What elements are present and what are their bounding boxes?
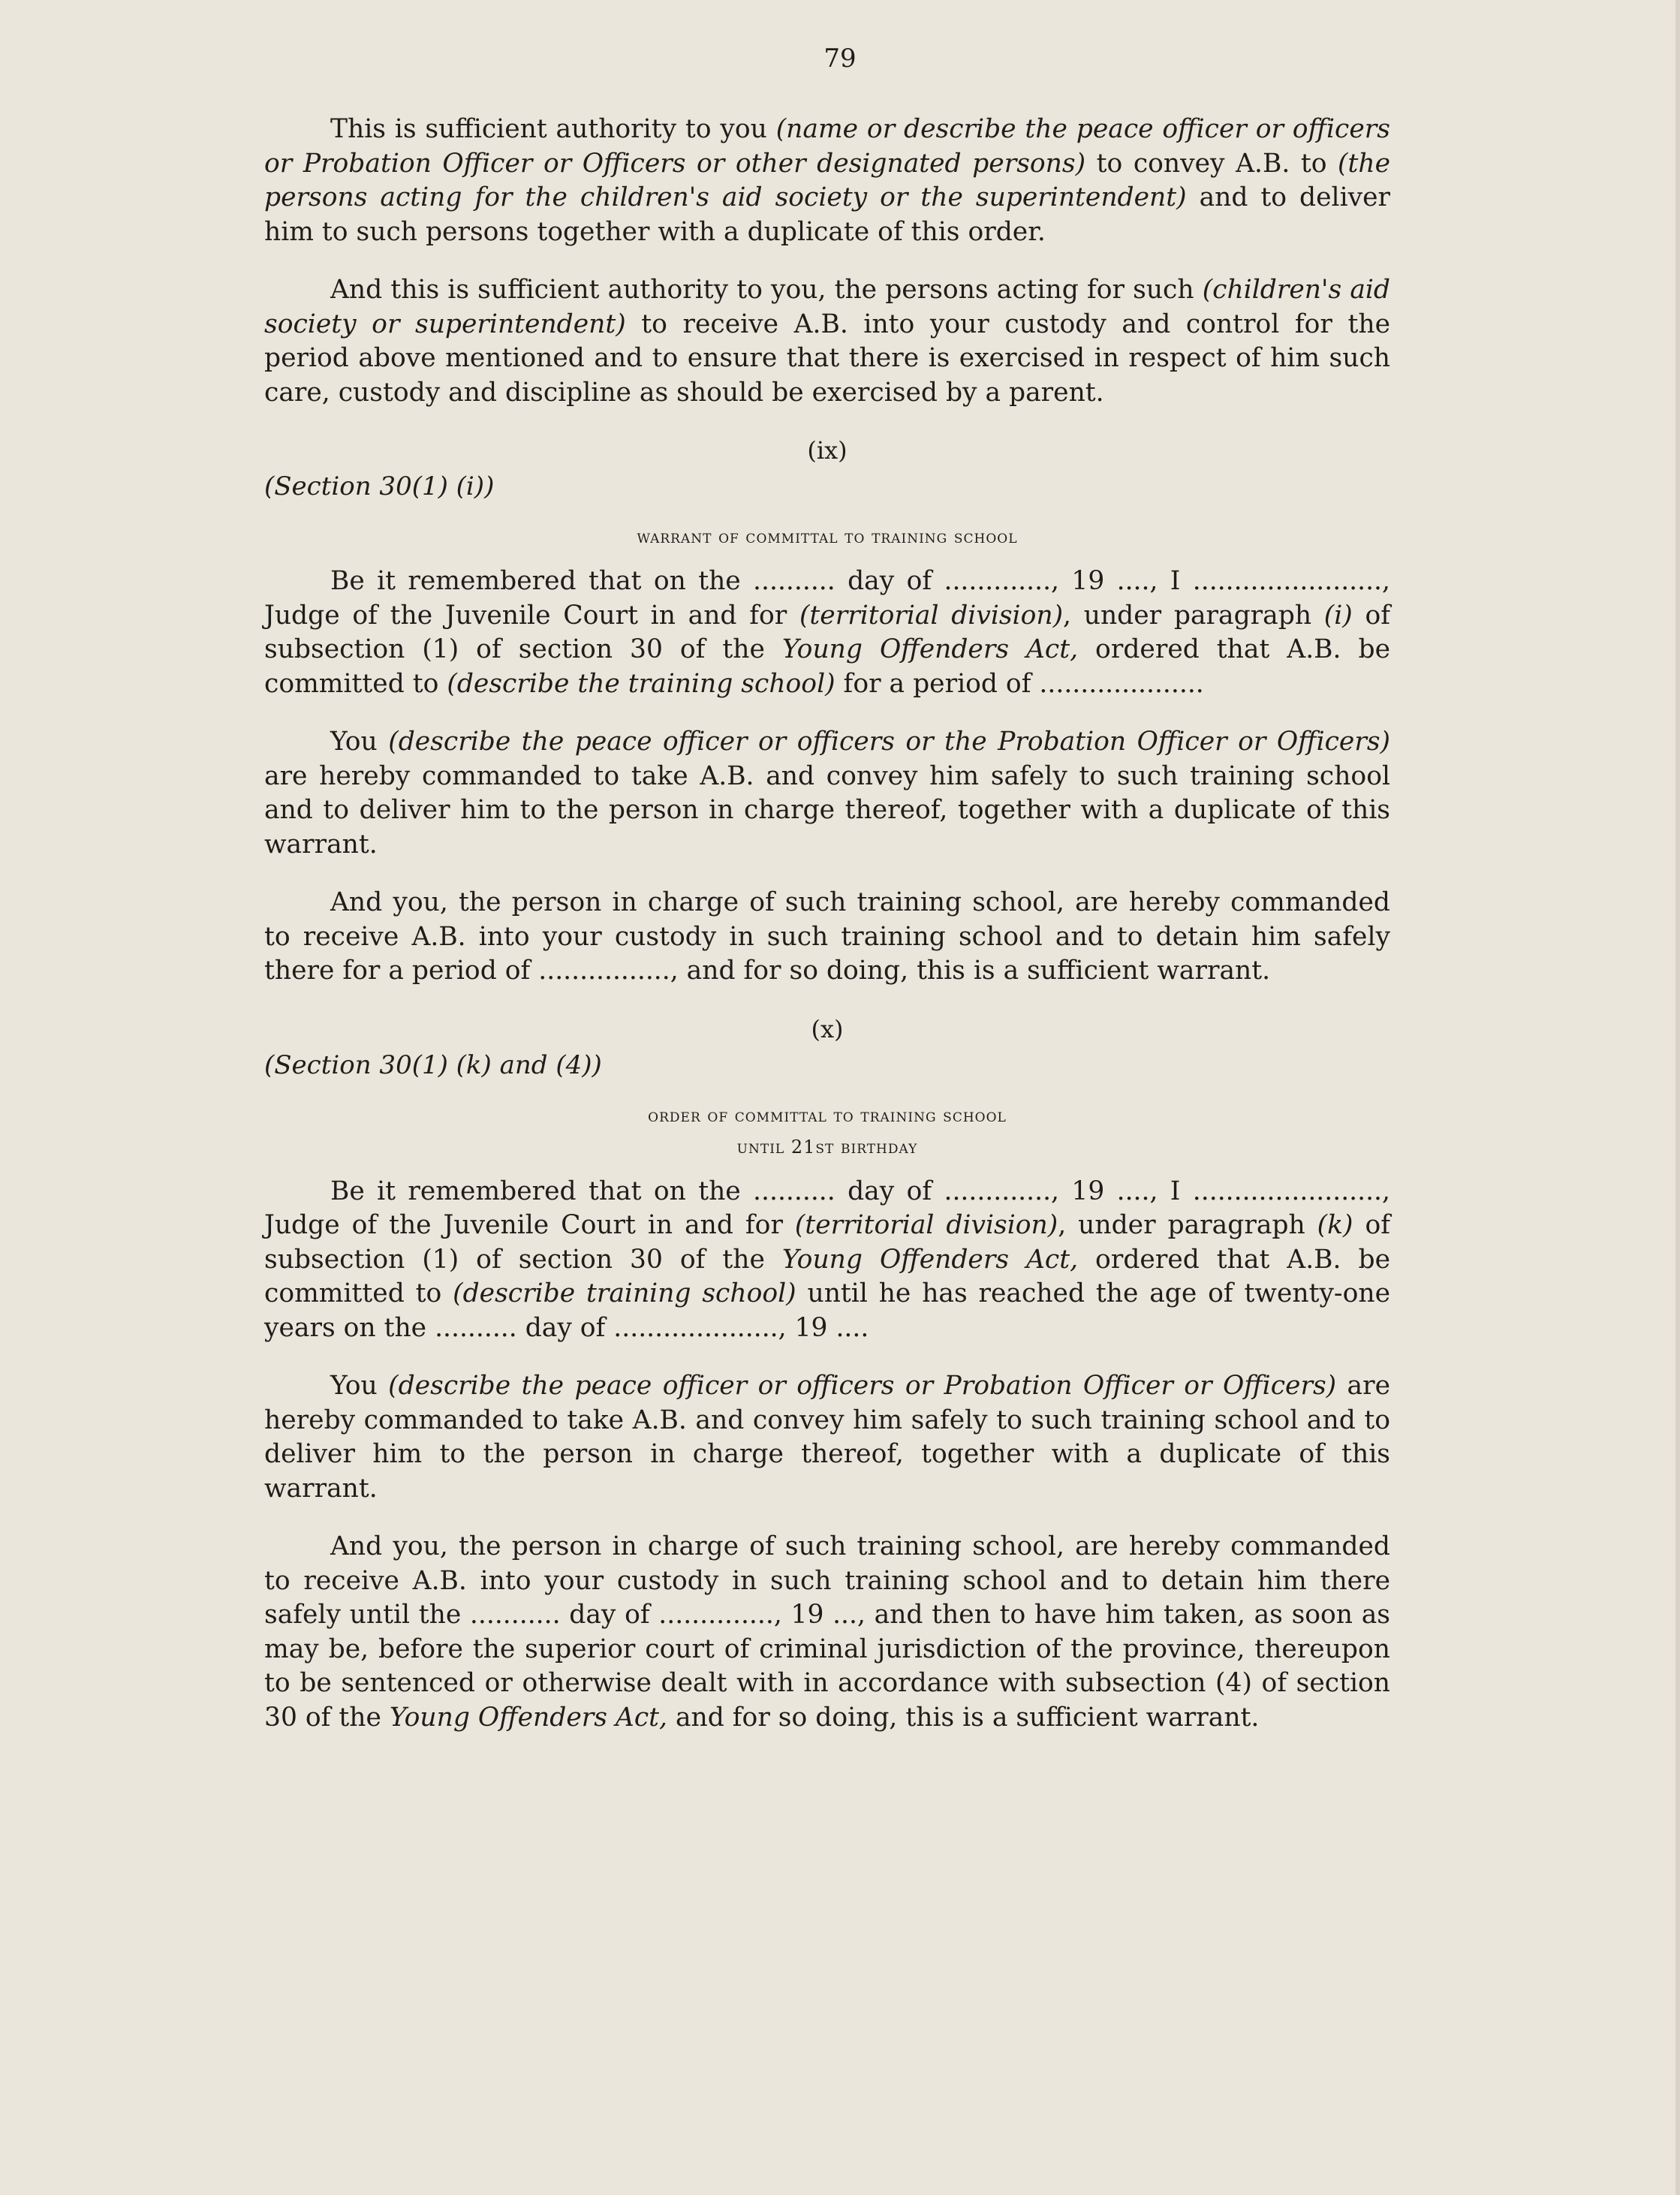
form-x-paragraph-1: Be it remembered that on the .......... day of ............., 19 ...., I ......................., Judge of the Juvenile Court in and for (territorial division), under paragraph (k) of subsection (1) of section 30 of the Young Offenders Act, ordered that A.B. be committed to (describe training school) until he has reached the age of twenty-one years on the .......... day of ...................., 19 .... bbox=[264, 1176, 1390, 1343]
form-x-paragraph-3: And you, the person in charge of such training school, are hereby commanded to receive A.B. into your custody in such training school and to detain him there safely until the ........... day of .............., 19 ..., and then to have him taken, as soon as may be, before the superior court of criminal jurisdiction of the province, thereupon to be sentenced or otherwise dealt with in accordance with subsection (4) of section 30 of the Young Offenders Act, and for so doing, this is a sufficient warrant. bbox=[264, 1531, 1390, 1733]
form-ix-numeral: (ix) bbox=[807, 436, 848, 465]
form-ix-paragraph-1: Be it remembered that on the .......... day of ............., 19 ...., I ......................., Judge of the Juvenile Court in and for (territorial division), under paragraph (i) of subsection (1) of section 30 of the Young Offenders Act, ordered that A.B. be committed to (describe the training school) for a period of .................... bbox=[264, 566, 1390, 699]
intro-paragraph-1: This is sufficient authority to you (name or describe the peace officer or officers or Probation Officer or Officers or other designated persons) to convey A.B. to (the persons acting for the children's aid society or the superintendent) and to deliver him to such persons together with a duplicate of this order. bbox=[264, 114, 1391, 247]
form-x-numeral: (x) bbox=[811, 1014, 844, 1043]
form-x-paragraph-2: You (describe the peace officer or officers or Probation Officer or Officers) are hereby commanded to take A.B. and convey him safely to such training school and to deliver him to the person in charge thereof, together with a duplicate of this warrant. bbox=[264, 1371, 1391, 1504]
form-ix-heading: warrant of committal to training school bbox=[637, 526, 1018, 547]
text-column bbox=[264, 113, 1390, 1759]
page-edge bbox=[1675, 0, 1680, 2195]
form-x-heading bbox=[264, 1100, 1390, 1163]
page-number: 79 bbox=[823, 44, 857, 74]
form-x-heading-line-1: order of committal to training school bbox=[648, 1104, 1007, 1126]
intro-paragraph-2: And this is sufficient authority to you, the persons acting for such (children's aid society or superintendent) to receive A.B. into your custody and control for the period above mentioned and to ensure that there is exercised in respect of him such care, custody and discipline as should be exercised by a parent. bbox=[264, 275, 1391, 408]
form-x-section-ref: (Section 30(1) (k) and (4)) bbox=[264, 1049, 602, 1080]
form-ix-paragraph-2: You (describe the peace officer or officers or the Probation Officer or Officers) are hereby commanded to take A.B. and convey him safely to such training school and to deliver him to the person in charge thereof, together with a duplicate of this warrant. bbox=[264, 727, 1390, 860]
form-ix-paragraph-3: And you, the person in charge of such training school, are hereby commanded to receive A.B. into your custody in such training school and to detain him safely there for a period of ................, and for so doing, this is a sufficient warrant. bbox=[264, 887, 1390, 986]
form-ix-section-ref: (Section 30(1) (i)) bbox=[264, 471, 495, 501]
form-x-heading-line-2: until 21st birthday bbox=[736, 1136, 918, 1158]
